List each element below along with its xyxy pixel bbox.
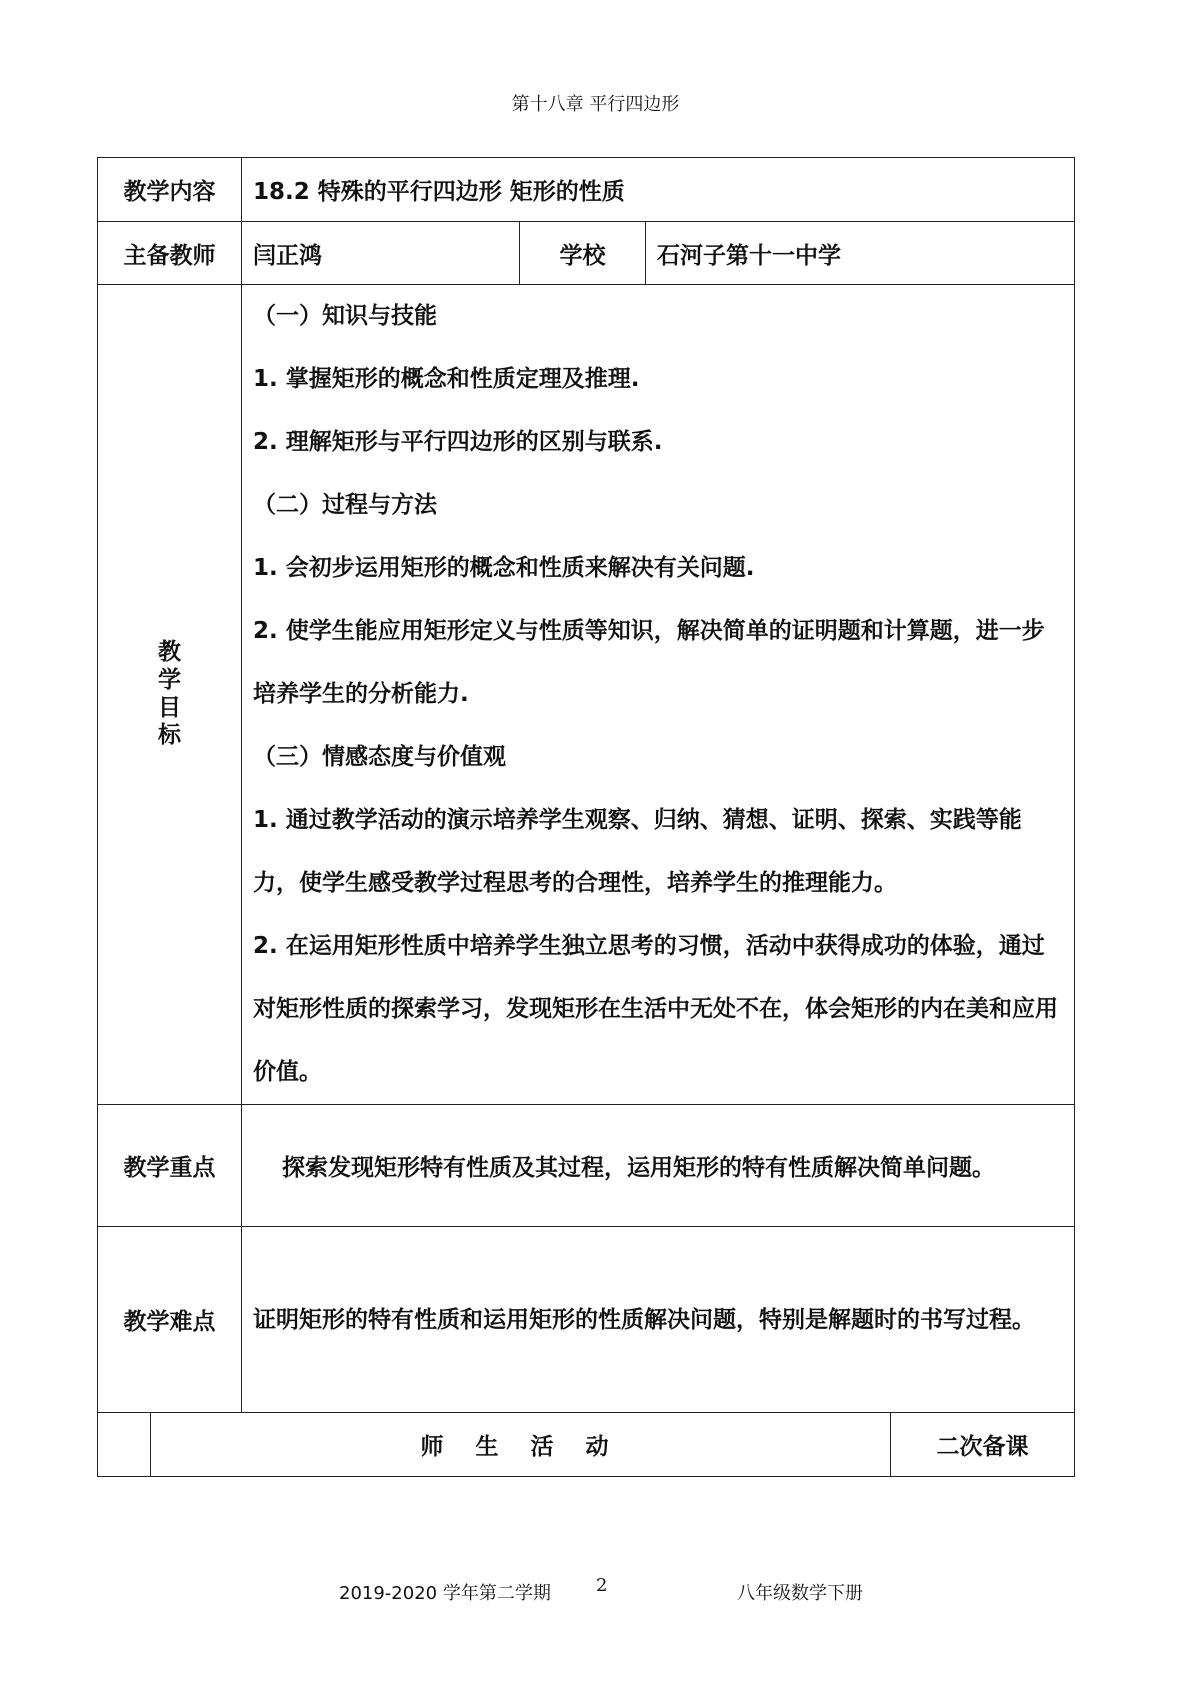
page-number: 2 [596,1575,608,1596]
objective-item: 1. 会初步运用矩形的概念和性质来解决有关问题. [253,555,755,581]
objective-item: 1. 通过教学活动的演示培养学生观察、归纳、猜想、证明、探索、实践等能力，使学生感受教学过程思考的合理性，培养学生的推理能力。 [253,807,1022,896]
key-points-label: 教学重点 [98,1105,242,1227]
footer-term: 2019-2020 学年第二学期 [339,1583,551,1604]
second-prep-label: 二次备课 [891,1413,1075,1477]
objectives-label: 教学目标 [158,639,181,749]
difficulties-value: 证明矩形的特有性质和运用矩形的性质解决问题，特别是解题时的书写过程。 [242,1227,1075,1413]
row-teacher [98,222,1075,285]
activities-label: 师 生 活 动 [151,1413,891,1477]
content-value: 18.2 特殊的平行四边形 矩形的性质 [242,158,1075,222]
row-difficulties [98,1227,1075,1413]
content-label: 教学内容 [98,158,242,222]
objective-item: 2. 理解矩形与平行四边形的区别与联系. [253,429,663,455]
row-content [98,158,1075,222]
chapter-header: 第十八章 平行四边形 [511,94,680,115]
objectives-cell [242,285,1075,1105]
activities-blank-cell [98,1413,151,1477]
objective-item: 1. 掌握矩形的概念和性质定理及推理. [253,366,640,392]
key-points-value: 探索发现矩形特有性质及其过程，运用矩形的特有性质解决简单问题。 [242,1105,1075,1227]
objective-item: 2. 使学生能应用矩形定义与性质等知识，解决简单的证明题和计算题，进一步培养学生的分析能力. [253,618,1045,707]
objective-heading-attitude: （三）情感态度与价值观 [253,744,506,770]
objective-heading-process: （二）过程与方法 [253,492,437,518]
school-label: 学校 [520,222,646,285]
teacher-value: 闫正鸿 [242,222,520,285]
footer-book: 八年级数学下册 [737,1583,863,1604]
row-objectives [98,285,1075,1105]
lesson-plan-table [97,157,1075,1477]
row-key-points [98,1105,1075,1227]
difficulties-label: 教学难点 [98,1227,242,1413]
objective-heading-knowledge: （一）知识与技能 [253,303,437,329]
teacher-label: 主备教师 [98,222,242,285]
school-value: 石河子第十一中学 [646,222,1075,285]
objective-item: 2. 在运用矩形性质中培养学生独立思考的习惯，活动中获得成功的体验，通过对矩形性质的探索学习，发现矩形在生活中无处不在，体会矩形的内在美和应用价值。 [253,933,1058,1085]
objectives-label-cell [98,285,242,1105]
row-activities [98,1413,1075,1477]
